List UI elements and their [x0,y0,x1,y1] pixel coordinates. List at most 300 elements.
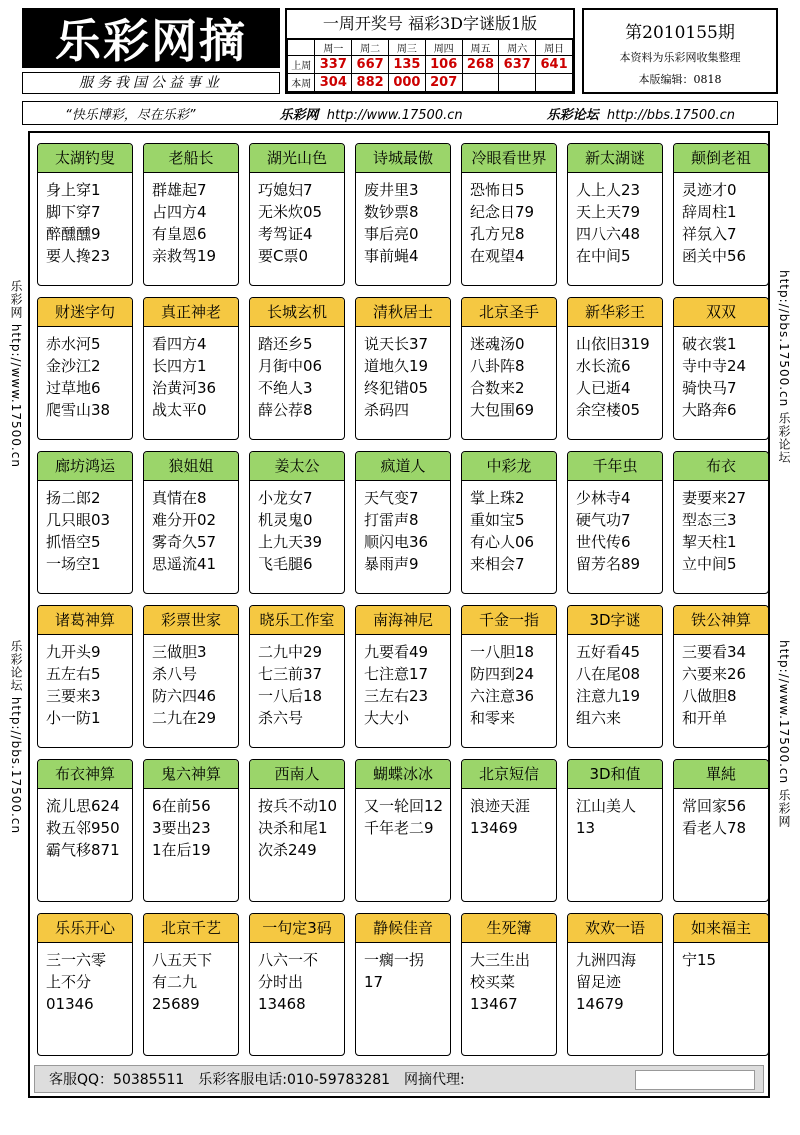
card-line: 合数来2 [470,379,525,397]
card-body [250,481,344,575]
card-line: 大路奔6 [682,401,737,419]
footer-bar [34,1065,764,1093]
draw-number: 637 [499,56,536,74]
card-body [674,173,768,267]
card-body [144,943,238,1015]
card-title: 湖光山色 [250,144,344,173]
service-qq: 客服QQ：50385511 [49,1072,185,1088]
day-header: 周六 [499,40,536,56]
card-body [250,943,344,1015]
card-line: 少林寺4 [576,489,631,507]
card-title: 静候佳音 [356,914,450,943]
clue-card [249,605,345,748]
card-line: 暴雨声9 [364,555,419,573]
corner-cell [288,40,315,56]
card-title: 清秋居士 [356,298,450,327]
card-title: 彩票世家 [144,606,238,635]
card-line: 九洲四海 [576,951,637,969]
slogan: 服务我国公益事业 [22,72,280,94]
card-line: 分时出 [258,973,304,991]
day-header: 周四 [425,40,462,56]
card-body [356,789,450,839]
card-line: 八五天下 [152,951,213,969]
clue-card [567,297,663,440]
clue-card [567,913,663,1056]
card-body [250,327,344,421]
card-body [356,943,450,993]
card-body [38,943,132,1015]
card-line: 长四方1 [152,357,207,375]
card-line: 大大小 [364,709,410,727]
draw-number [499,74,536,92]
card-line: 爬雪山38 [46,401,111,419]
card-line: 又一轮回12 [364,797,444,815]
card-line: 常回家56 [682,797,747,815]
card-line: 薛公荐8 [258,401,313,419]
card-title: 诗城最傲 [356,144,450,173]
card-line: 决杀和尾1 [258,819,328,837]
side-text-left-top: 乐彩网 http://www.17500.cn [9,280,23,468]
card-body [356,327,450,421]
draw-number: 641 [536,56,573,74]
card-line: 13 [576,819,596,837]
url-banner [22,101,778,125]
card-line: 打雷声8 [364,511,419,529]
card-body [356,481,450,575]
card-line: 七三前37 [258,665,323,683]
card-line: 世代传6 [576,533,631,551]
card-line: 要C票0 [258,247,309,265]
card-title: 單純 [674,760,768,789]
card-body [568,173,662,267]
card-title: 3D和值 [568,760,662,789]
clue-card [567,759,663,902]
card-body [144,327,238,421]
draw-days-row [288,40,573,56]
card-line: 在中间5 [576,247,631,265]
day-header: 周二 [352,40,389,56]
card-title: 如来福主 [674,914,768,943]
card-line: 注意九19 [576,687,641,705]
card-line: 妻要来27 [682,489,747,507]
clue-card [567,451,663,594]
card-line: 废井里3 [364,181,419,199]
card-title: 生死簿 [462,914,556,943]
clue-card [567,605,663,748]
card-line: 组六来 [576,709,622,727]
card-line: 数钞票8 [364,203,419,221]
card-line: 祥氛入7 [682,225,737,243]
card-line: 道地久19 [364,357,429,375]
card-line: 飞毛腿6 [258,555,313,573]
side-text-right-bottom: http://www.17500.cn 乐彩网 [777,640,791,828]
card-line: 四八六48 [576,225,641,243]
card-body [356,635,450,729]
card-line: 13467 [470,995,518,1013]
draw-number: 667 [352,56,389,74]
card-title: 财迷字句 [38,298,132,327]
card-line: 三要来3 [46,687,101,705]
card-line: 一八胆18 [470,643,535,661]
card-line: 脚下穿7 [46,203,101,221]
card-title: 北京短信 [462,760,556,789]
card-line: 九要看49 [364,643,429,661]
card-line: 有皇恩6 [152,225,207,243]
clue-card [355,451,451,594]
clue-card [673,605,769,748]
card-title: 铁公神算 [674,606,768,635]
card-title: 疯道人 [356,452,450,481]
card-line: 月街中06 [258,357,323,375]
clue-card [461,297,557,440]
card-line: 人已逝4 [576,379,631,397]
card-title: 北京圣手 [462,298,556,327]
card-title: 双双 [674,298,768,327]
card-line: 辞周柱1 [682,203,737,221]
lottery-title: 一周开奖号 福彩3D字谜版1版 [287,10,573,39]
card-title: 长城玄机 [250,298,344,327]
card-body [462,943,556,1015]
card-title: 北京千艺 [144,914,238,943]
card-line: 抓悟空5 [46,533,101,551]
draw-number: 106 [425,56,462,74]
clue-card [673,143,769,286]
draw-number: 304 [315,74,352,92]
card-body [356,173,450,267]
card-line: 有二九 [152,973,198,991]
card-line: 14679 [576,995,624,1013]
card-line: 八六一不 [258,951,319,969]
side-text-left-bottom: 乐彩论坛 http://bbs.17500.cn [9,640,23,835]
card-line: 事前蝇4 [364,247,419,265]
card-line: 亲救驾19 [152,247,217,265]
card-line: 江山美人 [576,797,637,815]
agent-label: 网摘代理: [404,1072,465,1088]
draw-number: 207 [425,74,462,92]
card-line: 三左右23 [364,687,429,705]
card-line: 六要来26 [682,665,747,683]
card-title: 颠倒老祖 [674,144,768,173]
card-line: 五好看45 [576,643,641,661]
card-line: 雾奇久57 [152,533,217,551]
draw-row-this-week [288,74,573,92]
card-title: 新太湖谜 [568,144,662,173]
card-line: 杀码四 [364,401,410,419]
card-line: 迷魂汤0 [470,335,525,353]
day-header: 周五 [462,40,499,56]
card-title: 狼姐姐 [144,452,238,481]
card-line: 小龙女7 [258,489,313,507]
draw-row-last-week [288,56,573,74]
card-body [674,943,768,971]
card-line: 6在前56 [152,797,211,815]
quote: “快乐博彩，尽在乐彩” [64,107,196,123]
card-line: 3要出23 [152,819,211,837]
card-body [462,173,556,267]
card-body [674,635,768,729]
card-line: 八在尾08 [576,665,641,683]
card-line: 恐怖日5 [470,181,525,199]
site-name: 乐彩网 [279,107,319,123]
clue-card [143,297,239,440]
clue-card [143,605,239,748]
card-line: 机灵鬼0 [258,511,313,529]
clue-card [37,297,133,440]
card-line: 宁15 [682,951,717,969]
card-line: 寺中寺24 [682,357,747,375]
card-line: 小一防1 [46,709,101,727]
card-line: 终犯错05 [364,379,429,397]
card-body [462,327,556,421]
card-line: 山依旧319 [576,335,650,353]
lottery-table [285,8,575,94]
card-line: 八做胆8 [682,687,737,705]
clue-card [355,143,451,286]
site-link[interactable] [279,104,462,123]
card-line: 顺闪电36 [364,533,429,551]
card-line: 13469 [470,819,518,837]
card-line: 天上天79 [576,203,641,221]
card-title: 老船长 [144,144,238,173]
card-line: 八卦阵8 [470,357,525,375]
draw-number: 882 [352,74,389,92]
card-title: 一句定3码 [250,914,344,943]
card-line: 流儿思624 [46,797,120,815]
card-line: 上不分 [46,973,92,991]
clue-card [355,913,451,1056]
clue-card [249,297,345,440]
card-title: 3D字谜 [568,606,662,635]
forum-name: 乐彩论坛 [546,107,599,123]
clue-card [355,759,451,902]
clue-card [37,913,133,1056]
card-title: 布衣 [674,452,768,481]
day-header: 周日 [536,40,573,56]
card-line: 立中间5 [682,555,737,573]
card-line: 九开头9 [46,643,101,661]
day-header: 周一 [315,40,352,56]
card-body [144,635,238,729]
card-line: 水长流6 [576,357,631,375]
clue-card [249,451,345,594]
card-line: 真情在8 [152,489,207,507]
card-body [462,789,556,839]
source-note: 本资料为乐彩网收集整理 [619,51,741,64]
card-line: 次杀249 [258,841,317,859]
card-body [38,327,132,421]
card-body [250,789,344,861]
card-line: 不绝人3 [258,379,313,397]
card-line: 01346 [46,995,94,1013]
card-line: 一场空1 [46,555,101,573]
card-title: 鬼六神算 [144,760,238,789]
agent-field [635,1070,755,1090]
card-title: 廊坊鸿运 [38,452,132,481]
card-line: 几只眼03 [46,511,111,529]
clue-card [143,451,239,594]
card-body [674,481,768,575]
row-label: 本周 [288,74,315,92]
card-line: 看老人78 [682,819,747,837]
card-line: 杀六号 [258,709,304,727]
clue-card [461,759,557,902]
card-line: 三要看34 [682,643,747,661]
row-label: 上周 [288,56,315,74]
card-title: 姜太公 [250,452,344,481]
card-line: 和开单 [682,709,728,727]
card-line: 校买菜 [470,973,516,991]
clue-card [143,759,239,902]
clue-card [461,605,557,748]
card-line: 防四到24 [470,665,535,683]
draw-number: 337 [315,56,352,74]
card-line: 大三生出 [470,951,531,969]
card-line: 一八后18 [258,687,323,705]
clue-card [37,605,133,748]
service-phone: 乐彩客服电话:010-59783281 [198,1072,391,1088]
card-line: 五左右5 [46,665,101,683]
card-title: 南海神尼 [356,606,450,635]
card-line: 破衣裳1 [682,335,737,353]
card-line: 说天长37 [364,335,429,353]
card-line: 纪念日79 [470,203,535,221]
card-line: 挈天柱1 [682,533,737,551]
card-line: 一瘸一拐 [364,951,425,969]
card-line: 孔方兄8 [470,225,525,243]
card-body [674,789,768,839]
card-line: 函关中56 [682,247,747,265]
card-body [568,943,662,1015]
card-line: 大包围69 [470,401,535,419]
card-title: 太湖钓叟 [38,144,132,173]
card-line: 三一六零 [46,951,107,969]
clue-card [673,759,769,902]
card-body [568,635,662,729]
draw-number [536,74,573,92]
logo-text: 乐彩网摘 [55,14,247,68]
card-line: 巧媳妇7 [258,181,313,199]
card-title: 乐乐开心 [38,914,132,943]
card-line: 留芳名89 [576,555,641,573]
draw-number: 268 [462,56,499,74]
clue-card [143,913,239,1056]
card-line: 难分开02 [152,511,217,529]
clue-card [355,297,451,440]
card-title: 诸葛神算 [38,606,132,635]
card-body [462,481,556,575]
clue-card [249,913,345,1056]
card-line: 硬气功7 [576,511,631,529]
card-title: 欢欢一语 [568,914,662,943]
card-body [250,173,344,267]
card-body [674,327,768,421]
card-line: 过草地6 [46,379,101,397]
card-body [144,481,238,575]
card-title: 中彩龙 [462,452,556,481]
card-line: 型态三3 [682,511,737,529]
card-body [568,481,662,575]
issue-box [582,8,778,94]
card-line: 看四方4 [152,335,207,353]
card-line: 13468 [258,995,306,1013]
clue-card [249,759,345,902]
clue-card [673,297,769,440]
card-line: 天气变7 [364,489,419,507]
card-line: 赤水河5 [46,335,101,353]
card-line: 灵迹才0 [682,181,737,199]
card-line: 按兵不动10 [258,797,338,815]
draw-results [287,39,573,92]
card-line: 要人搀23 [46,247,111,265]
site-url: http://www.17500.cn [326,107,463,123]
issue-number: 第2010155期 [625,23,735,43]
draw-number [462,74,499,92]
card-line: 霸气移871 [46,841,120,859]
card-line: 思遥流41 [152,555,217,573]
draw-number: 135 [389,56,426,74]
card-title: 新华彩王 [568,298,662,327]
card-line: 战太平0 [152,401,207,419]
card-title: 蝴蝶冰冰 [356,760,450,789]
clue-card [673,913,769,1056]
card-line: 杀八号 [152,665,198,683]
card-line: 六注意36 [470,687,535,705]
card-line: 浪迹天涯 [470,797,531,815]
card-line: 来相会7 [470,555,525,573]
card-body [250,635,344,729]
card-title: 真正神老 [144,298,238,327]
card-line: 留足迹 [576,973,622,991]
forum-url: http://bbs.17500.cn [606,107,735,123]
card-line: 踏还乡5 [258,335,313,353]
side-text-right-top: http://bbs.17500.cn 乐彩论坛 [777,270,791,465]
card-line: 人上人23 [576,181,641,199]
card-line: 身上穿1 [46,181,101,199]
clue-card [249,143,345,286]
card-line: 和零来 [470,709,516,727]
card-body [38,789,132,861]
card-line: 占四方4 [152,203,207,221]
card-line: 考驾证4 [258,225,313,243]
card-line: 扬二郎2 [46,489,101,507]
card-line: 1在后19 [152,841,211,859]
card-line: 二九在29 [152,709,217,727]
clue-card [37,759,133,902]
card-body [38,481,132,575]
card-title: 晓乐工作室 [250,606,344,635]
clue-card [461,451,557,594]
card-line: 上九天39 [258,533,323,551]
card-line: 在观望4 [470,247,525,265]
card-line: 事后亮0 [364,225,419,243]
card-title: 冷眼看世界 [462,144,556,173]
card-line: 救五邻950 [46,819,120,837]
card-body [38,635,132,729]
clue-card [461,913,557,1056]
clue-card [37,451,133,594]
card-line: 七注意17 [364,665,429,683]
card-body [568,327,662,421]
clue-card [461,143,557,286]
card-title: 千年虫 [568,452,662,481]
draw-number: 000 [389,74,426,92]
card-line: 掌上珠2 [470,489,525,507]
card-line: 17 [364,973,384,991]
logo [22,8,280,68]
clue-card [567,143,663,286]
card-title: 西南人 [250,760,344,789]
forum-link[interactable] [547,104,735,123]
